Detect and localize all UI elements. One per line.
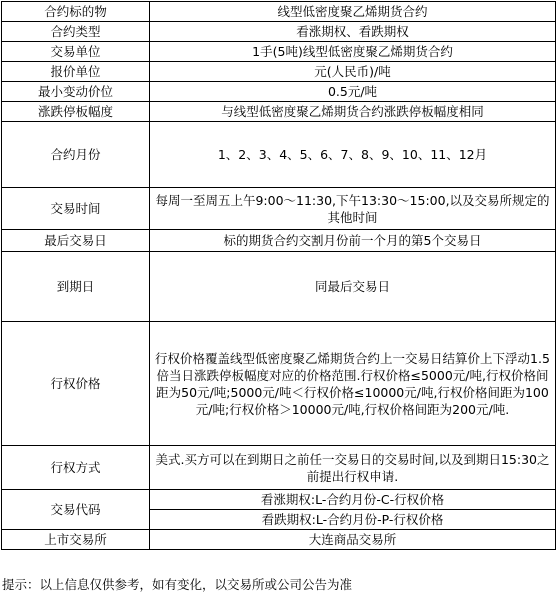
table-row	[2, 322, 556, 446]
row-label: 合约月份	[2, 122, 150, 188]
row-value: 1、2、3、4、5、6、7、8、9、10、11、12月	[150, 122, 556, 188]
table-row	[2, 82, 556, 102]
row-value: 行权价格覆盖线型低密度聚乙烯期货合约上一交易日结算价上下浮动1.5倍当日涨跌停板幅度对应的价格范围.行权价格≤5000元/吨,行权价格间距为50元/吨;5000元/吨＜行权价格≤10000元/吨,行权价格间距为100元/吨;行权价格＞10000元/吨,行权价格间距为200元/吨.	[150, 322, 556, 446]
disclaimer-note: 提示：以上信息仅供参考，如有变化，以交易所或公司公告为准	[2, 577, 353, 592]
row-label: 报价单位	[2, 62, 150, 82]
row-label: 合约标的物	[2, 2, 150, 22]
table-row	[2, 446, 556, 490]
row-label: 行权方式	[2, 446, 150, 490]
table-row	[2, 530, 556, 550]
row-value: 美式.买方可以在到期日之前任一交易日的交易时间,以及到期日15:30之前提出行权申请.	[150, 446, 556, 490]
table-row	[2, 42, 556, 62]
table-row	[2, 252, 556, 322]
row-value: 元(人民币)/吨	[150, 62, 556, 82]
row-value: 看涨期权、看跌期权	[150, 22, 556, 42]
row-label: 涨跌停板幅度	[2, 102, 150, 122]
row-label: 合约类型	[2, 22, 150, 42]
table-row	[2, 62, 556, 82]
row-value: 每周一至周五上午9:00～11:30,下午13:30～15:00,以及交易所规定的其他时间	[150, 188, 556, 230]
table-row	[2, 230, 556, 252]
table-row	[2, 102, 556, 122]
table-row	[2, 122, 556, 188]
row-value: 与线型低密度聚乙烯期货合约涨跌停板幅度相同	[150, 102, 556, 122]
row-label: 上市交易所	[2, 530, 150, 550]
row-value: 大连商品交易所	[150, 530, 556, 550]
table-row	[2, 22, 556, 42]
table-row	[2, 188, 556, 230]
option-contract-spec-table	[1, 1, 556, 550]
row-label: 交易单位	[2, 42, 150, 62]
row-value: 1手(5吨)线型低密度聚乙烯期货合约	[150, 42, 556, 62]
row-value: 标的期货合约交割月份前一个月的第5个交易日	[150, 230, 556, 252]
row-value: 线型低密度聚乙烯期货合约	[150, 2, 556, 22]
row-label: 到期日	[2, 252, 150, 322]
row-label: 交易代码	[2, 490, 150, 530]
row-value: 看涨期权:L-合约月份-C-行权价格	[150, 490, 556, 510]
row-label: 最小变动价位	[2, 82, 150, 102]
row-value: 看跌期权:L-合约月份-P-行权价格	[150, 510, 556, 530]
row-label: 行权价格	[2, 322, 150, 446]
table-row	[2, 2, 556, 22]
table-row	[2, 490, 556, 510]
row-label: 交易时间	[2, 188, 150, 230]
row-label: 最后交易日	[2, 230, 150, 252]
row-value: 0.5元/吨	[150, 82, 556, 102]
row-value: 同最后交易日	[150, 252, 556, 322]
